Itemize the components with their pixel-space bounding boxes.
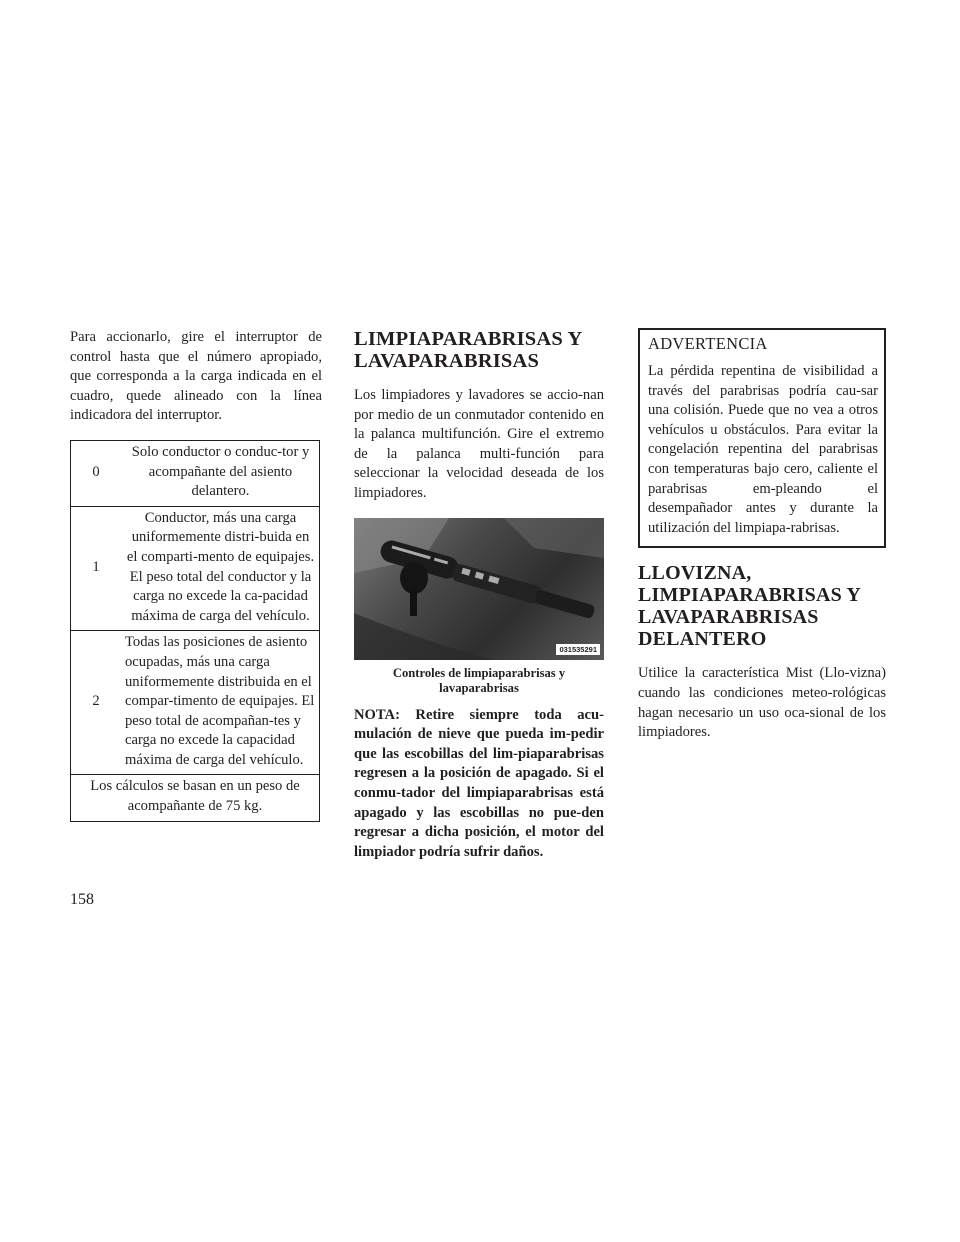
section-heading: LLOVIZNA, LIMPIAPARABRISAS Y LAVAPARABRISAS DELANTERO bbox=[638, 562, 861, 651]
figure-caption: Controles de limpiaparabrisas y lavaparabrisas bbox=[392, 665, 566, 695]
figure-code: 031535291 bbox=[556, 644, 600, 655]
table-row bbox=[71, 775, 320, 821]
warning-title: ADVERTENCIA bbox=[648, 334, 768, 353]
load-description: Todas las posiciones de asiento ocupadas, más una carga uniformemente distribuida en el compar-timento de equipajes. El peso total de acompañan-tes y carga no excede la capacidad máxima de carga del vehículo. bbox=[121, 631, 320, 775]
right-column bbox=[638, 328, 886, 743]
load-description: Conductor, más una carga uniformemente distri-buida en el comparti-mento de equipajes. El peso total del conductor y la carga no excede la ca-pacidad máxima de carga del vehículo. bbox=[121, 506, 320, 631]
wiper-stalk-illustration bbox=[354, 518, 604, 660]
section-paragraph: Los limpiadores y lavadores se accio-nan por medio de un conmutador contenido en la palanca multifunción. Gire el extremo de la palanca multi-función para seleccionar la velocidad deseada de los limpiadores. bbox=[354, 387, 604, 501]
note-paragraph: NOTA: Retire siempre toda acu-mulación de nieve que pueda im-pedir que las escobillas del lim-piaparabrisas regresen a la posición de apagado. Si el conmu-tador del limpiaparabrisas está apagado y las escobillas no pue-den regresar a dicha posición, el motor del limpiador podría sufrir daños. bbox=[354, 706, 604, 860]
section-paragraph: Utilice la característica Mist (Llo-vizna) cuando las condiciones meteo-rológicas hagan necesario un uso oca-sional de los limpiadores. bbox=[638, 665, 886, 741]
left-column bbox=[70, 328, 322, 822]
intro-paragraph: Para accionarlo, gire el interruptor de control hasta que el número apropiado, que corresponda a la carga indicada en el cuadro, quede alineado con la línea indicadora del interruptor. bbox=[70, 329, 322, 424]
section-heading: LIMPIAPARABRISAS Y LAVAPARABRISAS bbox=[354, 328, 582, 372]
table-row bbox=[71, 506, 320, 631]
load-description: Solo conductor o conduc-tor y acompañante del asiento delantero. bbox=[121, 440, 320, 506]
page-number: 158 bbox=[70, 891, 94, 908]
warning-box bbox=[638, 328, 886, 548]
load-number: 1 bbox=[71, 506, 122, 631]
load-number: 0 bbox=[71, 440, 122, 506]
load-table bbox=[70, 440, 320, 822]
table-row bbox=[71, 440, 320, 506]
warning-text: La pérdida repentina de visibilidad a través del parabrisas podría cau-sar una colisión. Puede que no vea a otros vehículos u obstáculos. Para evitar la congelación repentina del parabrisas con temperaturas bajo cero, caliente el parabrisas em-pleando el desempañador antes y durante la utilización del limpiapa-rabrisas. bbox=[648, 363, 878, 536]
table-footnote: Los cálculos se basan en un peso de acompañante de 75 kg. bbox=[71, 775, 320, 821]
load-number: 2 bbox=[71, 631, 122, 775]
table-row bbox=[71, 631, 320, 775]
middle-column bbox=[354, 328, 604, 862]
wiper-controls-photo bbox=[354, 518, 604, 660]
